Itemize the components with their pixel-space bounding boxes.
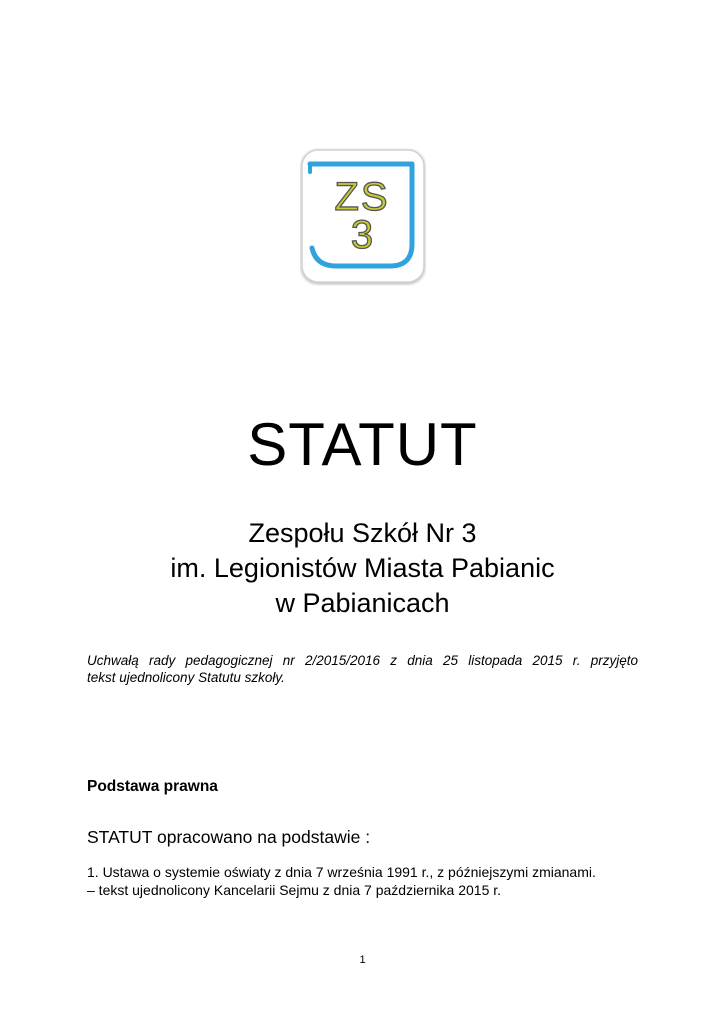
resolution-line-1: Uchwałą rady pedagogicznej nr 2/2015/2016 z dnia 25 listopada 2015 r. przyjęto <box>87 653 638 668</box>
page-number: 1 <box>359 954 366 966</box>
document-subtitle <box>0 516 725 621</box>
logo-text-line2: 3 <box>350 213 374 257</box>
subtitle-line-1: Zespołu Szkół Nr 3 <box>248 518 477 548</box>
list-item: 1. Ustawa o systemie oświaty z dnia 7 września 1991 r., z późniejszymi zmianami. <box>87 864 596 880</box>
zs3-logo-icon <box>300 148 426 286</box>
subtitle-line-3: w Pabianicach <box>275 588 450 618</box>
legal-basis-list <box>87 863 596 899</box>
logo-text-line1: ZS <box>334 175 390 219</box>
legal-basis-heading: Podstawa prawna <box>87 778 218 795</box>
subtitle-line-2: im. Legionistów Miasta Pabianic <box>170 553 555 583</box>
document-title: STATUT <box>247 411 478 478</box>
school-logo <box>300 148 426 286</box>
resolution-note <box>87 652 638 686</box>
legal-basis-intro: STATUT opracowano na podstawie : <box>87 827 371 847</box>
list-item: – tekst ujednolicony Kancelarii Sejmu z dnia 7 października 2015 r. <box>87 882 502 898</box>
resolution-line-2: tekst ujednolicony Statutu szkoły. <box>87 670 285 685</box>
